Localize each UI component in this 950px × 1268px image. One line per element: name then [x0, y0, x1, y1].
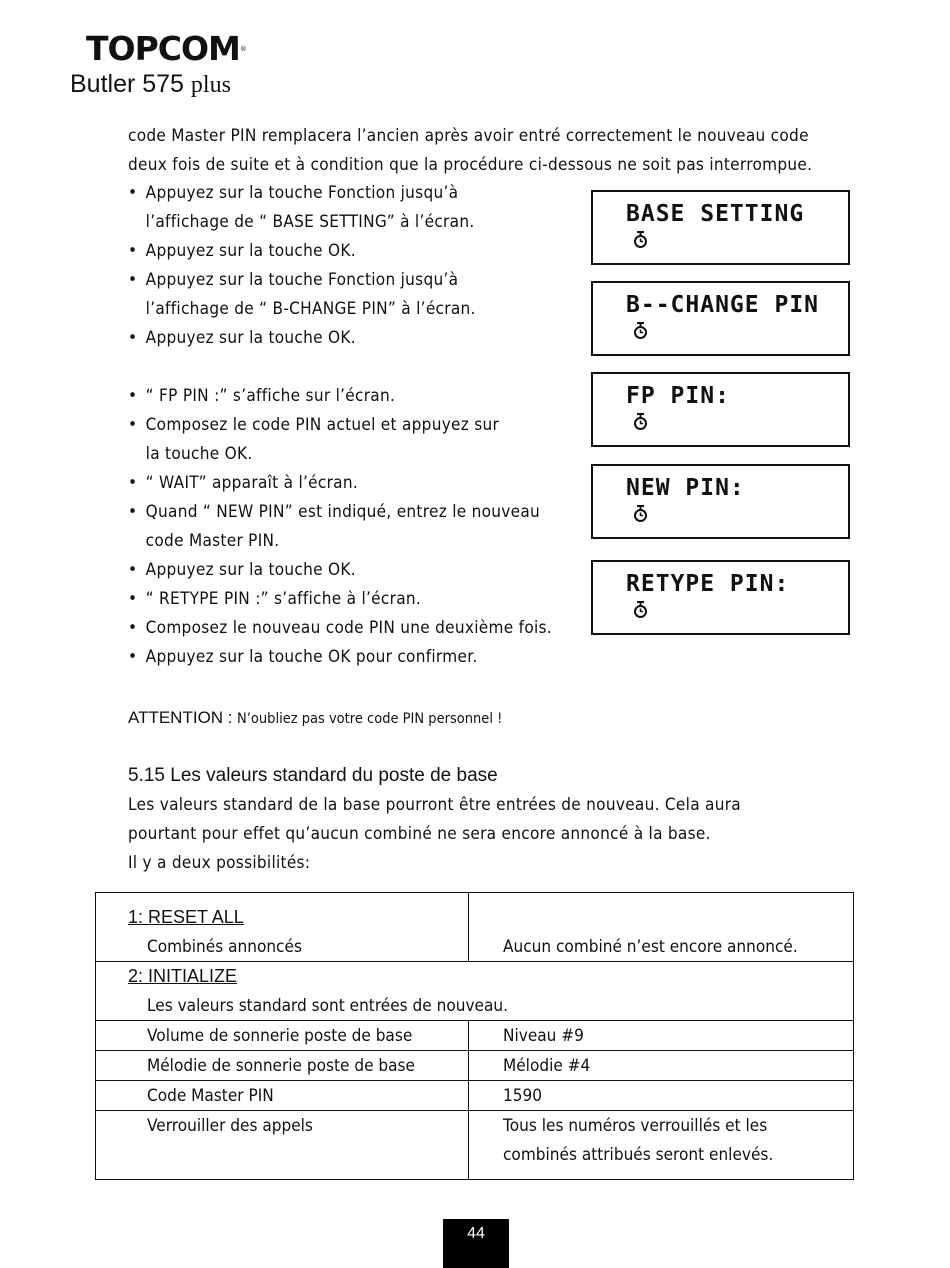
bullet: •	[128, 647, 138, 666]
step-item	[128, 613, 552, 642]
handset-timer-icon	[633, 320, 649, 340]
table-cell	[96, 1051, 469, 1081]
step-text: “ RETYPE PIN :” s’affiche à l’écran.	[145, 589, 422, 608]
bullet: •	[128, 560, 138, 579]
table-row	[96, 962, 854, 1021]
cell-text: combinés attribués seront enlevés.	[502, 1145, 773, 1164]
attention-label: ATTENTION :	[128, 708, 233, 727]
lcd-display-retype-pin	[591, 560, 850, 635]
model-suffix: plus	[190, 72, 231, 98]
cell-text: Verrouiller des appels	[147, 1116, 313, 1135]
cell-text: Mélodie de sonnerie poste de base	[147, 1056, 415, 1075]
page-number: 44	[443, 1219, 509, 1268]
step-item	[128, 265, 552, 294]
body-line: Les valeurs standard de la base pourront être entrées de nouveau. Cela aura	[128, 795, 742, 814]
table-cell	[468, 1081, 854, 1111]
defaults-table	[95, 892, 854, 1180]
init-cell	[96, 962, 854, 1021]
bullet: •	[128, 473, 138, 492]
table-row	[96, 893, 854, 962]
lcd-display-base-setting	[591, 190, 850, 265]
bullet: •	[128, 270, 138, 289]
table-row	[96, 1081, 854, 1111]
table-cell	[96, 1021, 469, 1051]
step-item	[128, 323, 552, 352]
step-text: code Master PIN.	[145, 531, 280, 550]
handset-timer-icon	[633, 599, 649, 619]
step-item	[128, 294, 552, 323]
step-item	[128, 178, 552, 207]
step-item	[128, 410, 552, 439]
table-cell	[468, 1021, 854, 1051]
reset-right-cell	[468, 893, 854, 962]
bullet: •	[128, 502, 138, 521]
table-cell	[96, 1081, 469, 1111]
step-text: la touche OK.	[145, 444, 253, 463]
step-text: Appuyez sur la touche OK.	[145, 328, 356, 347]
attention-note	[128, 704, 532, 733]
step-text: Appuyez sur la touche OK pour confirmer.	[145, 647, 478, 666]
table-row	[96, 1051, 854, 1081]
step-text: Quand “ NEW PIN” est indiqué, entrez le nouveau	[145, 502, 541, 521]
step-text: Appuyez sur la touche OK.	[145, 241, 356, 260]
brand-name: TOPCOM	[86, 29, 240, 68]
step-text: Appuyez sur la touche OK.	[145, 560, 356, 579]
cell-text: Code Master PIN	[147, 1086, 274, 1105]
table-cell	[468, 1051, 854, 1081]
table-row	[96, 1111, 854, 1180]
step-text: Composez le nouveau code PIN une deuxième fois.	[145, 618, 552, 637]
step-item	[128, 526, 552, 555]
step-item	[128, 468, 552, 497]
lcd-display-change-pin	[591, 281, 850, 356]
cell-text: Volume de sonnerie poste de base	[147, 1026, 413, 1045]
steps-list	[128, 178, 552, 671]
init-title: 2: INITIALIZE	[128, 966, 238, 986]
intro-paragraph	[128, 121, 812, 179]
step-item	[128, 381, 552, 410]
reset-right: Aucun combiné n’est encore annoncé.	[502, 937, 798, 956]
bullet: •	[128, 328, 138, 347]
table-row	[96, 1021, 854, 1051]
bullet: •	[128, 618, 138, 637]
handset-timer-icon	[633, 229, 649, 249]
body-line: pourtant pour effet qu’aucun combiné ne sera encore annoncé à la base.	[128, 824, 711, 843]
step-item	[128, 584, 552, 613]
cell-text: Niveau #9	[502, 1026, 584, 1045]
attention-text: N’oubliez pas votre code PIN personnel !	[237, 711, 503, 727]
step-text: Composez le code PIN actuel et appuyez sur	[145, 415, 500, 434]
step-item	[128, 642, 552, 671]
cell-text: Mélodie #4	[502, 1056, 590, 1075]
brand-logo	[86, 30, 246, 68]
model-label: Butler 575	[70, 70, 184, 98]
handset-timer-icon	[633, 411, 649, 431]
bullet: •	[128, 415, 138, 434]
bullet: •	[128, 183, 138, 202]
reset-cell	[96, 893, 469, 962]
step-item	[128, 555, 552, 584]
init-desc: Les valeurs standard sont entrées de nouveau.	[147, 996, 508, 1015]
lcd-text: RETYPE PIN:	[626, 571, 790, 597]
reset-title: 1: RESET ALL	[128, 907, 244, 927]
lcd-text: FP PIN:	[626, 383, 730, 409]
lcd-text: B--CHANGE PIN	[626, 292, 820, 318]
model-name	[70, 68, 231, 101]
intro-line: code Master PIN remplacera l’ancien après avoir entré correctement le nouveau code	[128, 126, 809, 145]
registered-mark: ®	[239, 45, 246, 53]
step-item	[128, 207, 552, 236]
step-text: Appuyez sur la touche Fonction jusqu’à	[145, 183, 459, 202]
step-text: Appuyez sur la touche Fonction jusqu’à	[145, 270, 459, 289]
bullet: •	[128, 589, 138, 608]
step-text: l’affichage de “ BASE SETTING” à l’écran.	[145, 212, 475, 231]
section-body	[128, 790, 741, 877]
lcd-display-fp-pin	[591, 372, 850, 447]
bullet: •	[128, 241, 138, 260]
step-text: “ WAIT” apparaît à l’écran.	[145, 473, 359, 492]
handset-timer-icon	[633, 503, 649, 523]
table-cell	[468, 1111, 854, 1180]
lcd-text: BASE SETTING	[626, 201, 805, 227]
body-line: Il y a deux possibilités:	[128, 853, 311, 872]
lcd-display-new-pin	[591, 464, 850, 539]
bullet: •	[128, 386, 138, 405]
intro-line: deux fois de suite et à condition que la procédure ci-dessous ne soit pas interrompue.	[128, 155, 813, 174]
step-item	[128, 497, 552, 526]
step-text: l’affichage de “ B-CHANGE PIN” à l’écran.	[145, 299, 476, 318]
cell-text: Tous les numéros verrouillés et les	[502, 1116, 767, 1135]
step-text: “ FP PIN :” s’affiche sur l’écran.	[145, 386, 396, 405]
step-item	[128, 236, 552, 265]
reset-left: Combinés annoncés	[147, 937, 302, 956]
step-item	[128, 439, 552, 468]
table-cell	[96, 1111, 469, 1180]
lcd-text: NEW PIN:	[626, 475, 745, 501]
section-heading: 5.15 Les valeurs standard du poste de base	[128, 765, 498, 786]
cell-text: 1590	[502, 1086, 542, 1105]
spacer	[128, 352, 552, 381]
